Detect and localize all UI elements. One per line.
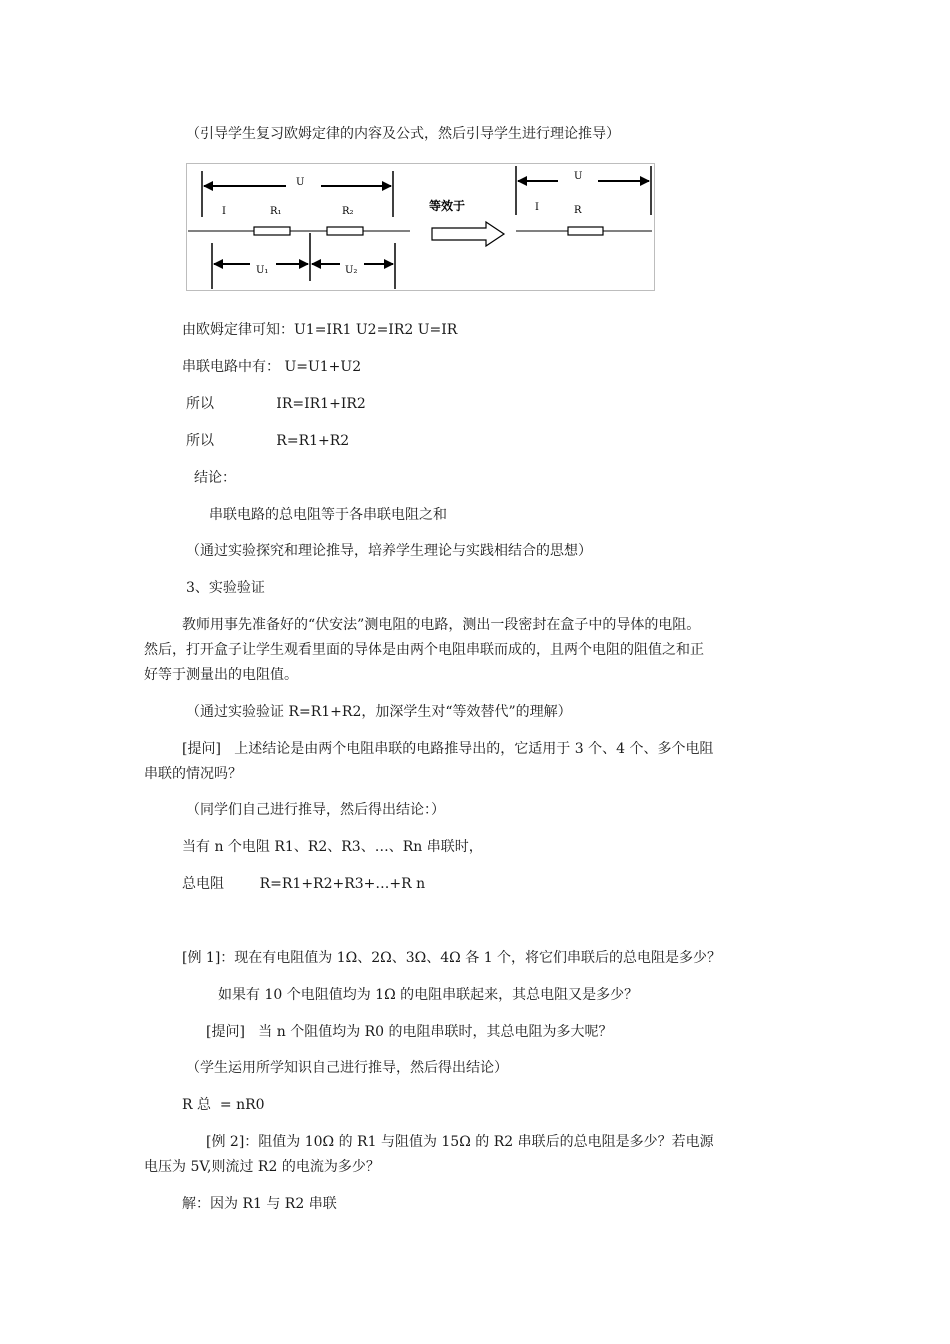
paragraph-line-3: 好等于测量出的电阻值。 bbox=[144, 667, 298, 683]
example-2-line-1: [例 2]：阻值为 10Ω 的 R1 与阻值为 15Ω 的 R2 串联后的总电阻是多少？若电源 bbox=[206, 1134, 714, 1150]
conclusion-text: 串联电路的总电阻等于各串联电阻之和 bbox=[209, 507, 447, 523]
resistor-r bbox=[568, 227, 603, 235]
total-resistance-formula: 总电阻 R=R1+R2+R3+…+R n bbox=[182, 876, 426, 892]
note-review-ohm: （引导学生复习欧姆定律的内容及公式，然后引导学生进行理论推导） bbox=[186, 126, 620, 142]
label-u1: U₁ bbox=[256, 265, 269, 276]
formula-r-total: R 总 = nR0 bbox=[182, 1097, 265, 1113]
paragraph-line-1: 教师用事先准备好的“伏安法”测电阻的电路，测出一段密封在盒子中的导体的电阻。 bbox=[182, 617, 701, 633]
label-r1: R₁ bbox=[270, 206, 282, 217]
note-equivalent-substitution: （通过实验验证 R=R1+R2，加深学生对“等效替代”的理解） bbox=[186, 704, 572, 720]
resistor-r2 bbox=[327, 227, 363, 235]
ohm-law-statement: 由欧姆定律可知：U1=IR1 U2=IR2 U=IR bbox=[182, 322, 458, 338]
so-statement-1: 所以 IR=IR1+IR2 bbox=[186, 396, 366, 412]
label-u2: U₂ bbox=[345, 265, 358, 276]
so-statement-2: 所以 R=R1+R2 bbox=[186, 433, 350, 449]
series-voltage-statement: 串联电路中有： U=U1+U2 bbox=[182, 359, 362, 375]
label-right-u: U bbox=[574, 171, 583, 182]
paragraph-line-2: 然后，打开盒子让学生观看里面的导体是由两个电阻串联而成的，且两个电阻的阻值之和正 bbox=[144, 642, 704, 658]
section-heading-experiment: 3、实验验证 bbox=[186, 580, 265, 596]
n-resistors-statement: 当有 n 个电阻 R1、R2、R3、…、Rn 串联时， bbox=[182, 839, 483, 855]
solution-start: 解：因为 R1 与 R2 串联 bbox=[182, 1196, 337, 1212]
question-line-2: 串联的情况吗？ bbox=[144, 766, 242, 782]
label-right-i: I bbox=[535, 202, 539, 213]
example-1-followup: 如果有 10 个电阻值均为 1Ω 的电阻串联起来，其总电阻又是多少？ bbox=[218, 987, 639, 1003]
resistor-r1 bbox=[254, 227, 290, 235]
series-equivalence-diagram bbox=[186, 163, 655, 291]
label-right-r: R bbox=[574, 205, 582, 216]
label-r2: R₂ bbox=[342, 206, 354, 217]
example-2-line-2: 电压为 5V,则流过 R2 的电流为多少？ bbox=[144, 1159, 380, 1175]
label-equivalent: 等效于 bbox=[429, 199, 466, 213]
label-i: I bbox=[222, 206, 226, 217]
example-1: [例 1]：现在有电阻值为 1Ω、2Ω、3Ω、4Ω 各 1 个，将它们串联后的总电阻是多少？ bbox=[182, 950, 722, 966]
note-theory-practice: （通过实验探究和理论推导，培养学生理论与实践相结合的思想） bbox=[186, 543, 592, 559]
note-derive: （同学们自己进行推导，然后得出结论：） bbox=[186, 802, 445, 818]
question-line-1: [提问] 上述结论是由两个电阻串联的电路推导出的，它适用于 3 个、4 个、多个电阻 bbox=[182, 741, 714, 757]
label-u: U bbox=[296, 177, 305, 188]
question-n-equal-resistors: [提问] 当 n 个阻值均为 R0 的电阻串联时，其总电阻为多大呢？ bbox=[206, 1024, 613, 1040]
note-student-derive: （学生运用所学知识自己进行推导，然后得出结论） bbox=[186, 1060, 508, 1076]
conclusion-label: 结论： bbox=[194, 470, 236, 486]
